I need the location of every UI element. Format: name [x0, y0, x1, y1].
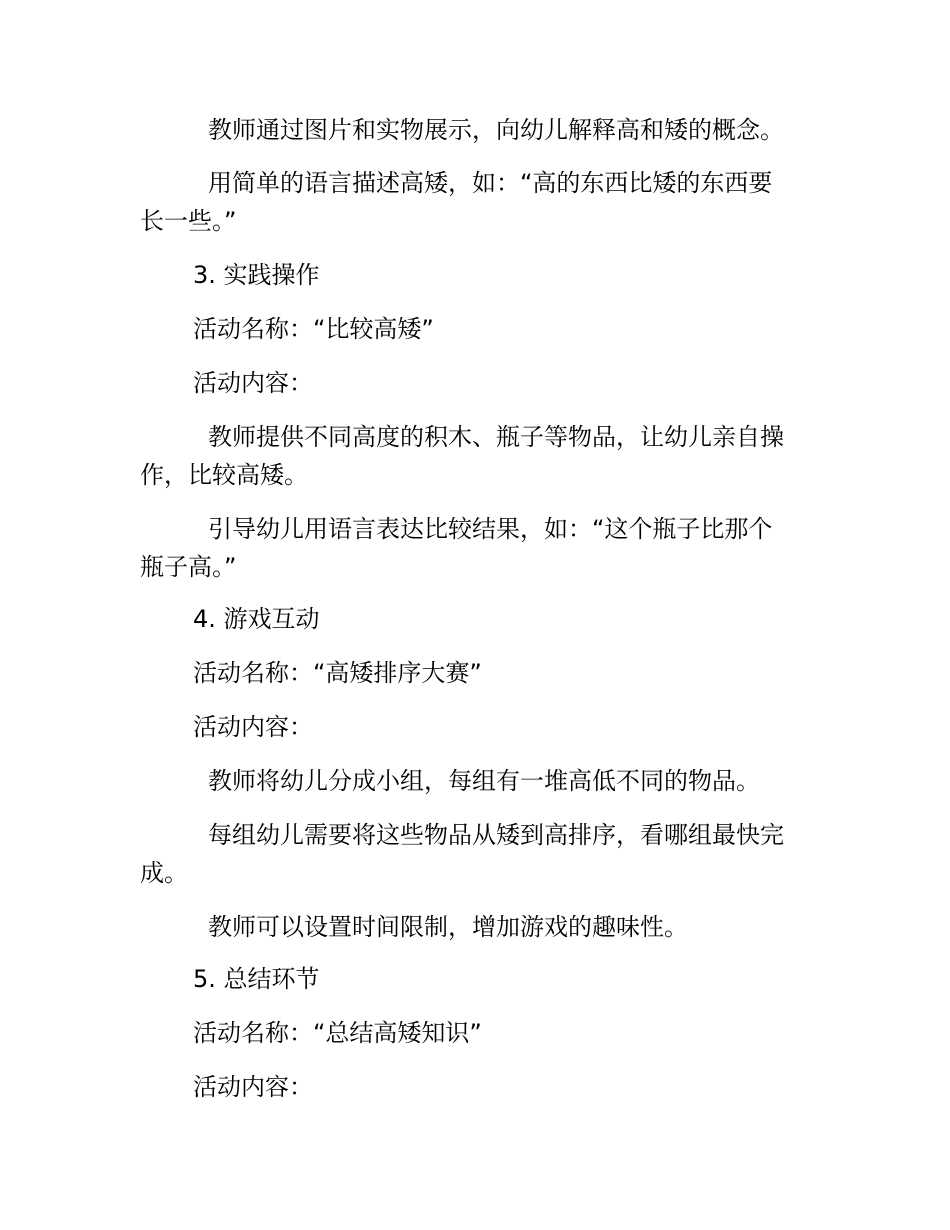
paragraph-guide-line1: 引导幼儿用语言表达比较结果，如：“这个瓶子比那个 [208, 515, 773, 543]
paragraph-explain-concept: 教师通过图片和实物展示，向幼儿解释高和矮的概念。 [208, 116, 784, 144]
paragraph-guide-line2: 瓶子高。” [140, 553, 237, 581]
paragraph-time-limit: 教师可以设置时间限制，增加游戏的趣味性。 [208, 913, 688, 941]
section-heading-game: 4. 游戏互动 [193, 605, 320, 633]
activity-content-label: 活动内容： [193, 369, 313, 397]
activity-name-sorting-contest: 活动名称：“高矮排序大赛” [193, 659, 482, 687]
section-heading-summary: 5. 总结环节 [193, 965, 320, 993]
paragraph-provide-items-line1: 教师提供不同高度的积木、瓶子等物品，让幼儿亲自操 [208, 423, 784, 451]
activity-name-summary: 活动名称：“总结高矮知识” [193, 1019, 482, 1047]
paragraph-sort-line1: 每组幼儿需要将这些物品从矮到高排序，看哪组最快完 [208, 821, 784, 849]
paragraph-groups: 教师将幼儿分成小组，每组有一堆高低不同的物品。 [208, 767, 760, 795]
paragraph-describe-line1: 用简单的语言描述高矮，如：“高的东西比矮的东西要 [208, 169, 773, 197]
section-heading-practice: 3. 实践操作 [193, 261, 320, 289]
paragraph-describe-line2: 长一些。” [140, 207, 237, 235]
activity-content-label: 活动内容： [193, 713, 313, 741]
paragraph-sort-line2: 成。 [140, 859, 188, 887]
activity-name-compare: 活动名称：“比较高矮” [193, 315, 434, 343]
activity-content-label: 活动内容： [193, 1073, 313, 1101]
paragraph-provide-items-line2: 作，比较高矮。 [140, 461, 308, 489]
